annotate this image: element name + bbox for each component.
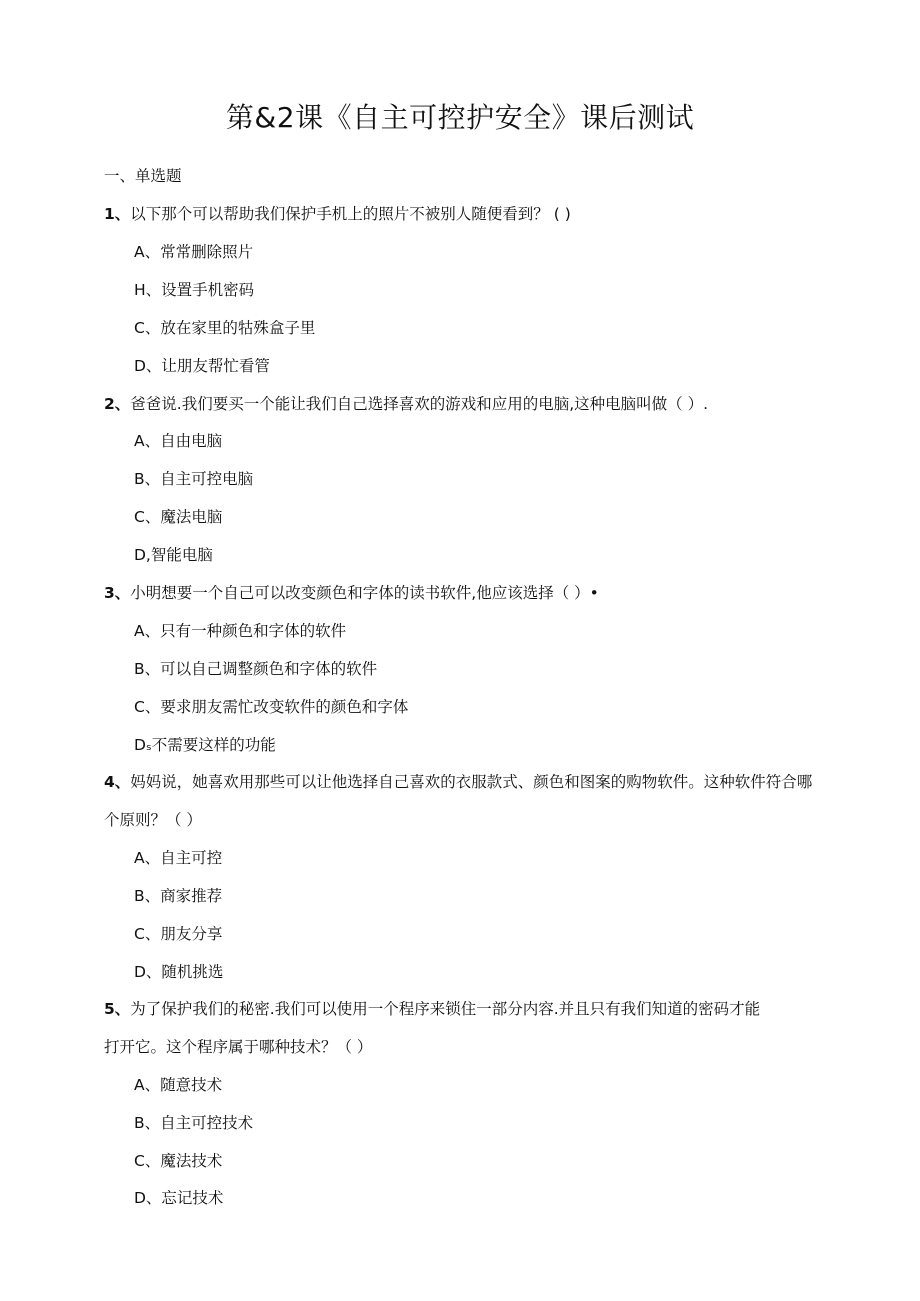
question-text: 小明想要一个自己可以改变颜色和字体的读书软件,他应该选择（ ）• [130,584,599,602]
question-text: 为了保护我们的秘密.我们可以使用一个程序来锁住一部分内容.并且只有我们知道的密码才能 [130,1000,761,1018]
option-5b: B、自主可控技术 [134,1114,254,1132]
question-number: 4、 [104,773,131,791]
option-2b: B、自主可控电脑 [134,470,254,488]
option-2d: D,智能电脑 [134,546,213,564]
question-3 [104,583,599,603]
option-5c: C、魔法技术 [134,1152,223,1170]
option-3b: B、可以自己调整颜色和字体的软件 [134,660,378,678]
option-2a: A、自由电脑 [134,432,223,450]
question-text: 妈妈说，她喜欢用那些可以让他选择自己喜欢的衣服款式、颜色和图案的购物软件。这种软件符合哪 [130,773,813,791]
page-title: 第&2课《自主可控护安全》课后测试 [225,101,695,134]
option-3d: Dₛ不需要这样的功能 [134,736,276,754]
question-text: 爸爸说.我们要买一个能让我们自己选择喜欢的游戏和应用的电脑,这种电脑叫做（ ）. [130,395,709,413]
option-4c: C、朋友分享 [134,925,223,943]
question-text: 以下那个可以帮助我们保护手机上的照片不被别人随便看到？ ( ) [130,205,571,223]
question-5-continued: 打开它。这个程序属于哪种技术？（ ） [104,1038,373,1056]
option-2c: C、魔法电脑 [134,508,223,526]
question-2 [104,394,708,414]
option-1c: C、放在家里的牯殊盒子里 [134,319,316,337]
question-number: 1、 [104,205,131,223]
question-1 [104,204,571,224]
question-number: 3、 [104,584,131,602]
option-3c: C、要求朋友需忙改变软件的颜色和字体 [134,698,409,716]
question-number: 5、 [104,1000,131,1018]
question-5 [104,999,760,1019]
question-4-continued: 个原则？（ ） [104,811,202,829]
option-4a: A、自主可控 [134,849,223,867]
option-4b: B、商家推荐 [134,887,223,905]
section-heading: 一、单选题 [104,167,182,185]
option-4d: D、随机挑选 [134,963,224,981]
option-1d: D、让朋友帮忙看管 [134,357,270,375]
option-1b: H、设置手机密码 [134,281,255,299]
option-5a: A、随意技术 [134,1076,223,1094]
option-3a: A、只有一种颜色和字体的软件 [134,622,347,640]
option-1a: A、常常删除照片 [134,243,254,261]
option-5d: D、忘记技术 [134,1189,224,1207]
question-number: 2、 [104,395,131,413]
question-4 [104,772,812,792]
